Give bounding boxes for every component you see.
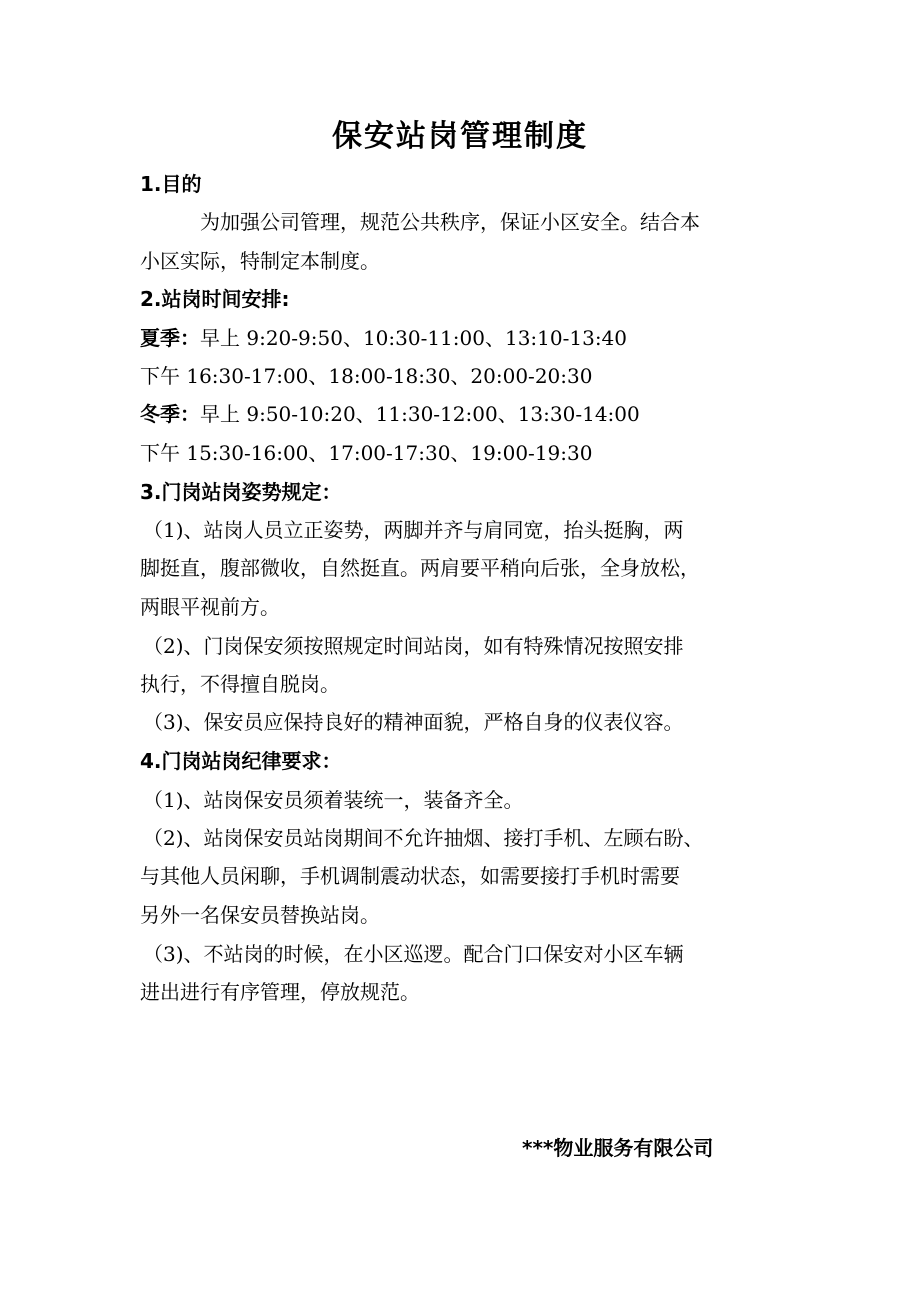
section-1-line-2: 小区实际，特制定本制度。 <box>140 249 380 273</box>
section-2-heading: 2.站岗时间安排: <box>140 287 290 311</box>
document-title: 保安站岗管理制度 <box>332 119 588 154</box>
section-4-line-3: 与其他人员闲聊，手机调制震动状态，如需要接打手机时需要 <box>140 864 680 888</box>
section-4-heading: 4.门岗站岗纪律要求： <box>140 749 342 773</box>
section-3-heading: 3.门岗站岗姿势规定： <box>140 480 342 504</box>
summer-label: 夏季： <box>140 326 200 350</box>
company-signature: ***物业服务有限公司 <box>522 1136 714 1160</box>
section-3-line-5: 执行，不得擅自脱岗。 <box>140 672 340 696</box>
winter-afternoon-line: 下午 15:30-16:00、17:00-17:30、19:00-19:30 <box>140 441 593 465</box>
summer-morning-line <box>140 324 800 352</box>
winter-morning-line <box>140 400 800 428</box>
section-1-line-1: 为加强公司管理，规范公共秩序，保证小区安全。结合本 <box>200 210 700 234</box>
winter-morning-times: 早上 9:50-10:20、11:30-12:00、13:30-14:00 <box>200 402 640 426</box>
section-3-line-1: （1)、站岗人员立正姿势，两脚并齐与肩同宽，抬头挺胸，两 <box>143 518 684 542</box>
section-3-line-4: （2)、门岗保安须按照规定时间站岗，如有特殊情况按照安排 <box>143 634 684 658</box>
section-1-heading: 1.目的 <box>140 172 202 196</box>
section-4-line-2: （2)、站岗保安员站岗期间不允许抽烟、接打手机、左顾右盼、 <box>143 826 704 850</box>
section-4-line-1: （1)、站岗保安员须着装统一，装备齐全。 <box>143 788 524 812</box>
winter-label: 冬季： <box>140 402 200 426</box>
section-4-line-5: （3)、不站岗的时候，在小区巡逻。配合门口保安对小区车辆 <box>143 942 684 966</box>
section-3-line-3: 两眼平视前方。 <box>140 595 280 619</box>
summer-morning-times: 早上 9:20-9:50、10:30-11:00、13:10-13:40 <box>200 326 628 350</box>
section-4-line-6: 进出进行有序管理，停放规范。 <box>140 980 420 1004</box>
section-3-line-2: 脚挺直，腹部微收，自然挺直。两肩要平稍向后张，全身放松， <box>140 556 700 580</box>
section-4-line-4: 另外一名保安员替换站岗。 <box>140 903 380 927</box>
summer-afternoon-line: 下午 16:30-17:00、18:00-18:30、20:00-20:30 <box>140 364 593 388</box>
section-3-line-6: （3)、保安员应保持良好的精神面貌，严格自身的仪表仪容。 <box>143 710 684 734</box>
